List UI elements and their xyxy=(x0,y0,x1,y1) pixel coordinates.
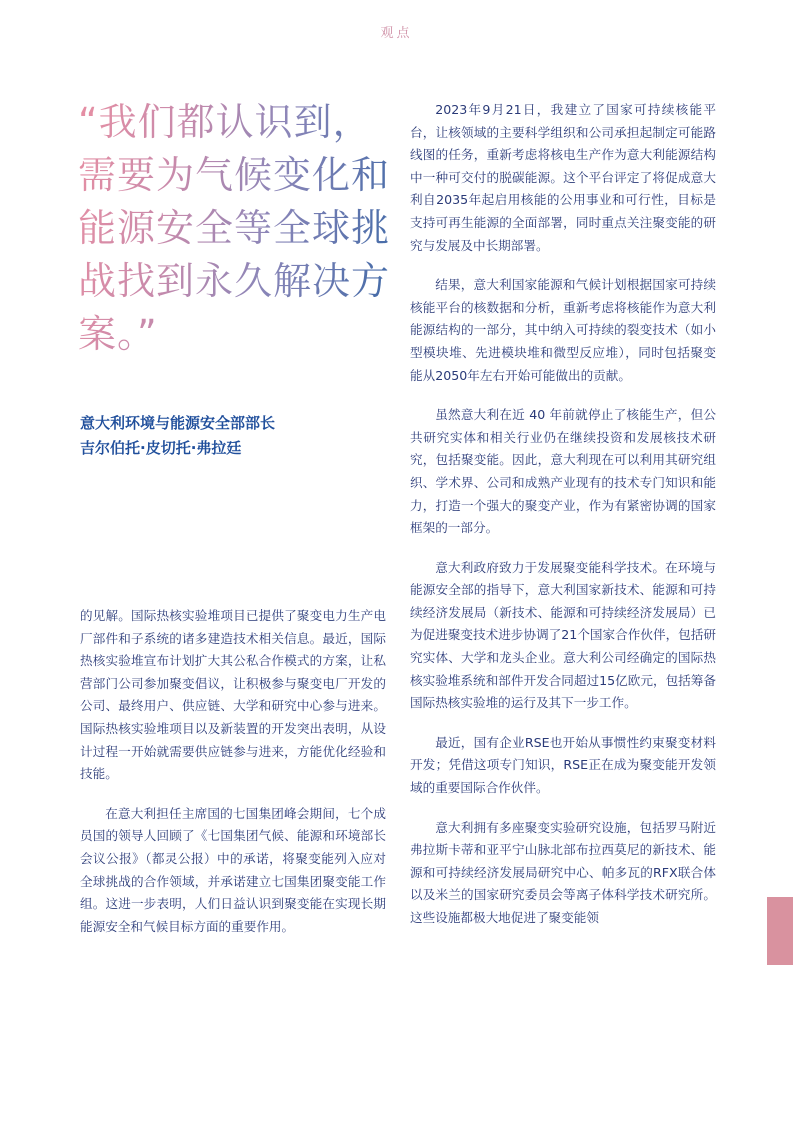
attribution-name: 吉尔伯托·皮切托·弗拉廷 xyxy=(80,439,242,457)
paragraph: 最近，国有企业RSE也开始从事惯性约束聚变材料开发；凭借这项专门知识，RSE正在成为聚变能开发领域的重要国际合作伙伴。 xyxy=(410,734,716,796)
right-column xyxy=(410,99,716,947)
paragraph: 意大利拥有多座聚变实验研究设施，包括罗马附近弗拉斯卡蒂和亚平宁山脉北部布拉西莫尼的新技术、能源和可持续经济发展局研究中心、帕多瓦的RFX联合体以及米兰的国家研究委员会等离子体科学技术研究所。这些设施都极大地促进了聚变能领 xyxy=(410,819,716,925)
attribution-title: 意大利环境与能源安全部部长 xyxy=(80,414,276,432)
paragraph: 的见解。国际热核实验堆项目已提供了聚变电力生产电厂部件和子系统的诸多建造技术相关信息。最近，国际热核实验堆宣布计划扩大其公私合作模式的方案，让私营部门公司参加聚变倡议，让积极参与聚变电厂开发的公司、最终用户、供应链、大学和研究中心参与进来。国际热核实验堆项目以及新装置的开发突出表明，从设计过程一开始就需要供应链参与进来，方能优化经验和技能。 xyxy=(80,608,386,782)
paragraph: 虽然意大利在近 40 年前就停止了核能生产，但公共研究实体和相关行业仍在继续投资和发展核技术研究，包括聚变能。因此，意大利现在可以利用其研究组织、学术界、公司和成熟产业现有的技术专门知识和能力，打造一个强大的聚变产业，作为有紧密协调的国家框架的一部分。 xyxy=(410,407,716,536)
page-edge-tab xyxy=(767,897,793,965)
quote-attribution xyxy=(80,411,390,461)
paragraph: 意大利政府致力于发展聚变能科学技术。在环境与能源安全部的指导下，意大利国家新技术、能源和可持续经济发展局（新技术、能源和可持续经济发展局）已为促进聚变技术进步协调了21个国家合作伙伴，包括研究实体、大学和龙头企业。意大利公司经确定的国际热核实验堆系统和部件开发合同超过15亿欧元，包括筹备国际热核实验堆的运行及其下一步工作。 xyxy=(410,559,716,711)
left-column xyxy=(80,605,386,955)
paragraph: 在意大利担任主席国的七国集团峰会期间，七个成员国的领导人回顾了《七国集团气候、能源和环境部长会议公报》（都灵公报）中的承诺，将聚变能列入应对全球挑战的合作领域，并承诺建立七国集团聚变能工作组。这进一步表明，人们日益认识到聚变能在实现长期能源安全和气候目标方面的重要作用。 xyxy=(80,805,386,934)
pull-quote: “我们都认识到，需要为气候变化和能源安全等全球挑战找到永久解决方案。” xyxy=(78,96,390,361)
paragraph: 2023年9月21日，我建立了国家可持续核能平台，让核领域的主要科学组织和公司承担起制定可能路线图的任务，重新考虑将核电生产作为意大利能源结构中一种可交付的脱碳能源。这个平台评定了将促成意大利自2035年起启用核能的公用事业和可行性，目标是支持可再生能源的全面部署，同时重点关注聚变能的研究与发展及中长期部署。 xyxy=(410,102,716,253)
section-label: 观点 xyxy=(380,26,413,41)
paragraph: 结果，意大利国家能源和气候计划根据国家可持续核能平台的核数据和分析，重新考虑将核能作为意大利能源结构的一部分，其中纳入可持续的裂变技术（如小型模块堆、先进模块堆和微型反应堆），同时包括聚变能从2050年左右开始可能做出的贡献。 xyxy=(410,277,716,383)
